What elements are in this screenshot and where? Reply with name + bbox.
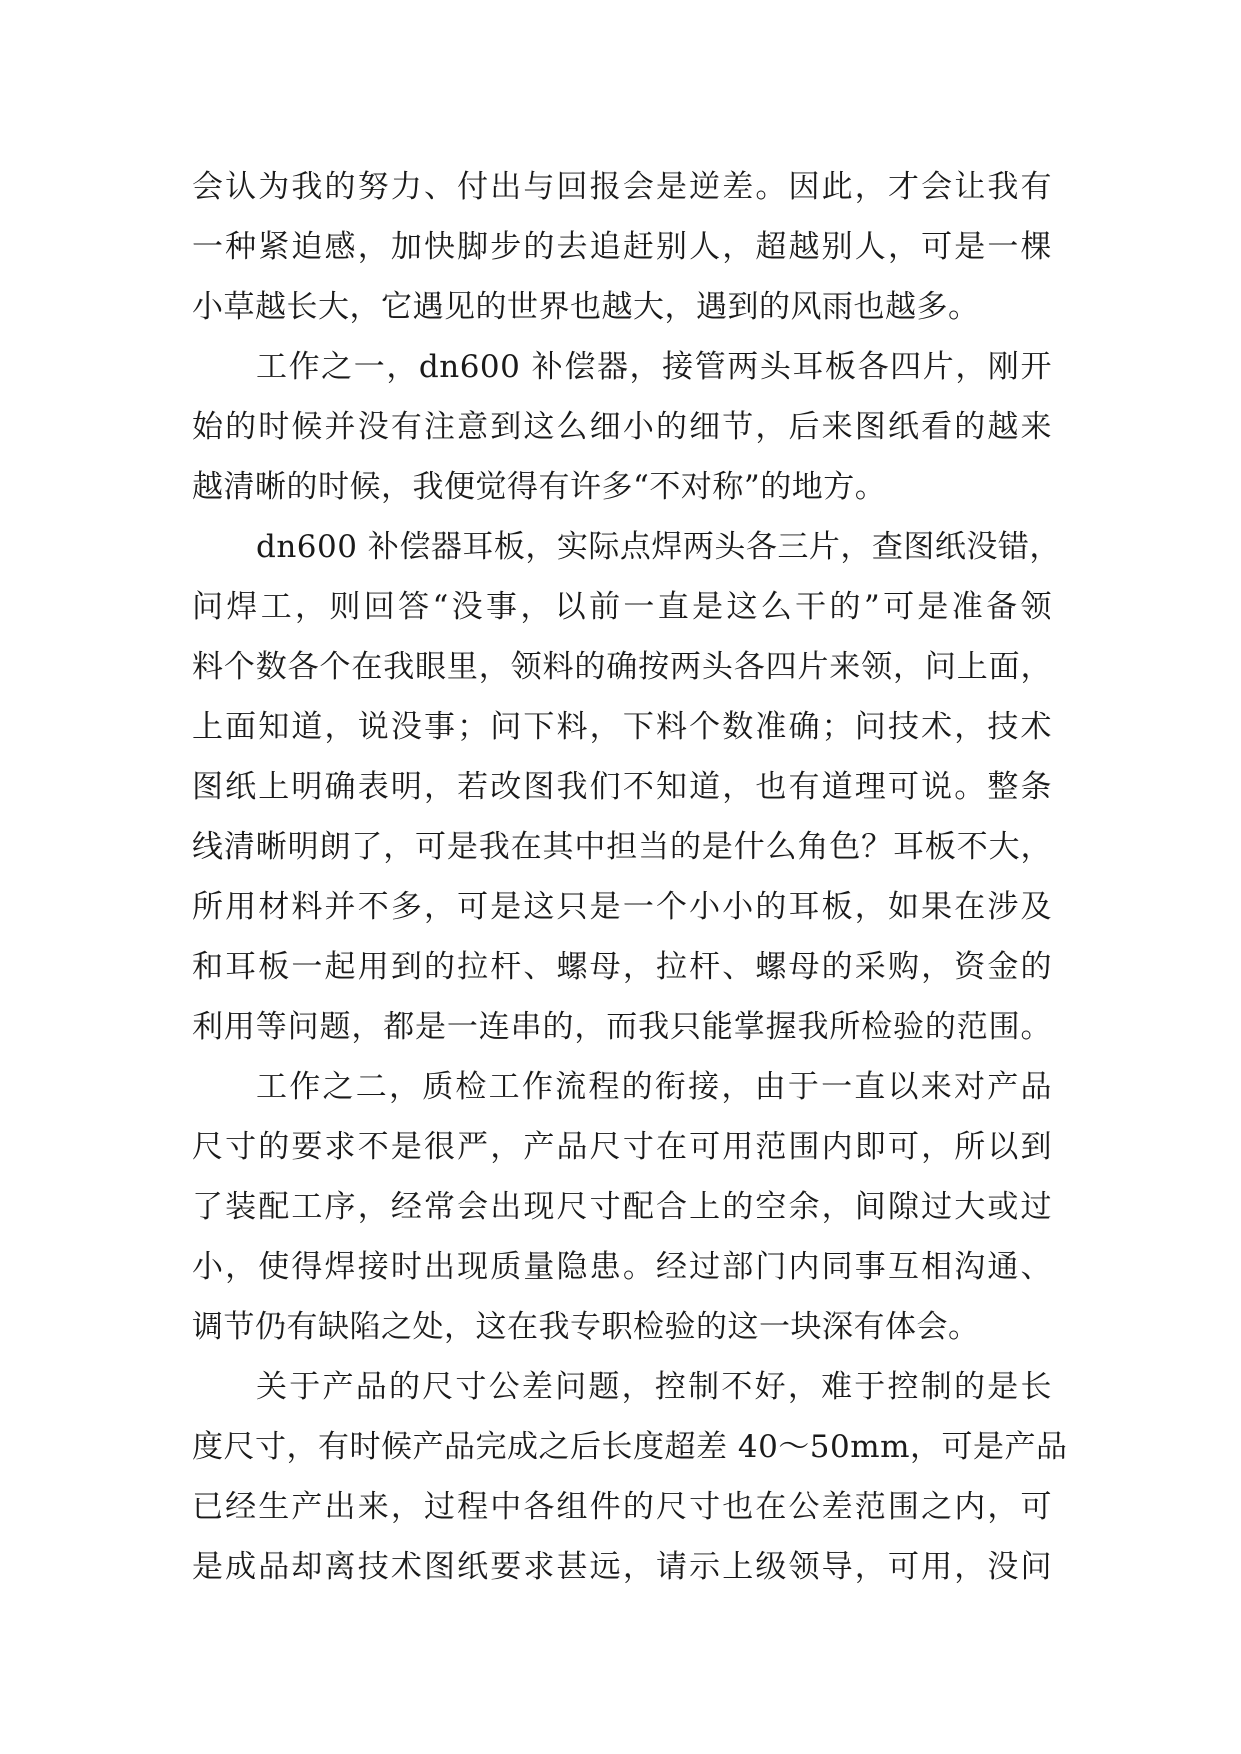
- text-line: 工作之一，dn600 补偿器，接管两头耳板各四片，刚开: [256, 349, 1052, 385]
- document-body: [192, 157, 1068, 1597]
- text-line: 已经生产出来，过程中各组件的尺寸也在公差范围之内，可: [192, 1489, 1052, 1525]
- paragraph-3: [192, 517, 1061, 1057]
- text-line: 料个数各个在我眼里，领料的确按两头各四片来领，问上面，: [192, 649, 1052, 685]
- text-line: 始的时候并没有注意到这么细小的细节，后来图纸看的越来: [192, 409, 1052, 445]
- text-line: 会认为我的努力、付出与回报会是逆差。因此，才会让我有: [192, 169, 1052, 205]
- text-line: 调节仍有缺陷之处，这在我专职检验的这一块深有体会。: [192, 1309, 980, 1345]
- text-line: 工作之二，质检工作流程的衔接，由于一直以来对产品: [256, 1069, 1052, 1105]
- text-line: 度尺寸，有时候产品完成之后长度超差 40～50mm，可是产品: [192, 1429, 1068, 1465]
- text-line: 尺寸的要求不是很严，产品尺寸在可用范围内即可，所以到: [192, 1129, 1052, 1165]
- text-line: 上面知道，说没事；问下料，下料个数准确；问技术，技术: [192, 709, 1052, 745]
- text-line: 利用等问题，都是一连串的，而我只能掌握我所检验的范围。: [192, 1009, 1052, 1045]
- text-line: 所用材料并不多，可是这只是一个小小的耳板，如果在涉及: [192, 889, 1052, 925]
- paragraph-1: [192, 157, 1052, 337]
- text-line: 越清晰的时候，我便觉得有许多“不对称”的地方。: [192, 469, 887, 505]
- paragraph-2: [192, 337, 1052, 517]
- paragraph-5: [192, 1357, 1068, 1597]
- text-line: 了装配工序，经常会出现尺寸配合上的空余，间隙过大或过: [192, 1189, 1052, 1225]
- text-line: 关于产品的尺寸公差问题，控制不好，难于控制的是长: [256, 1369, 1052, 1405]
- text-line: 图纸上明确表明，若改图我们不知道，也有道理可说。整条: [192, 769, 1052, 805]
- text-line: 小，使得焊接时出现质量隐患。经过部门内同事互相沟通、: [192, 1249, 1052, 1285]
- text-line: dn600 补偿器耳板，实际点焊两头各三片，查图纸没错，: [256, 529, 1061, 565]
- text-line: 线清晰明朗了，可是我在其中担当的是什么角色？耳板不大，: [192, 829, 1052, 865]
- text-line: 小草越长大，它遇见的世界也越大，遇到的风雨也越多。: [192, 289, 980, 325]
- text-line: 和耳板一起用到的拉杆、螺母，拉杆、螺母的采购，资金的: [192, 949, 1052, 985]
- text-line: 一种紧迫感，加快脚步的去追赶别人，超越别人，可是一棵: [192, 229, 1052, 265]
- paragraph-4: [192, 1057, 1052, 1357]
- text-line: 问焊工，则回答“没事，以前一直是这么干的”可是准备领: [192, 589, 1052, 625]
- text-line: 是成品却离技术图纸要求甚远，请示上级领导，可用，没问: [192, 1549, 1052, 1585]
